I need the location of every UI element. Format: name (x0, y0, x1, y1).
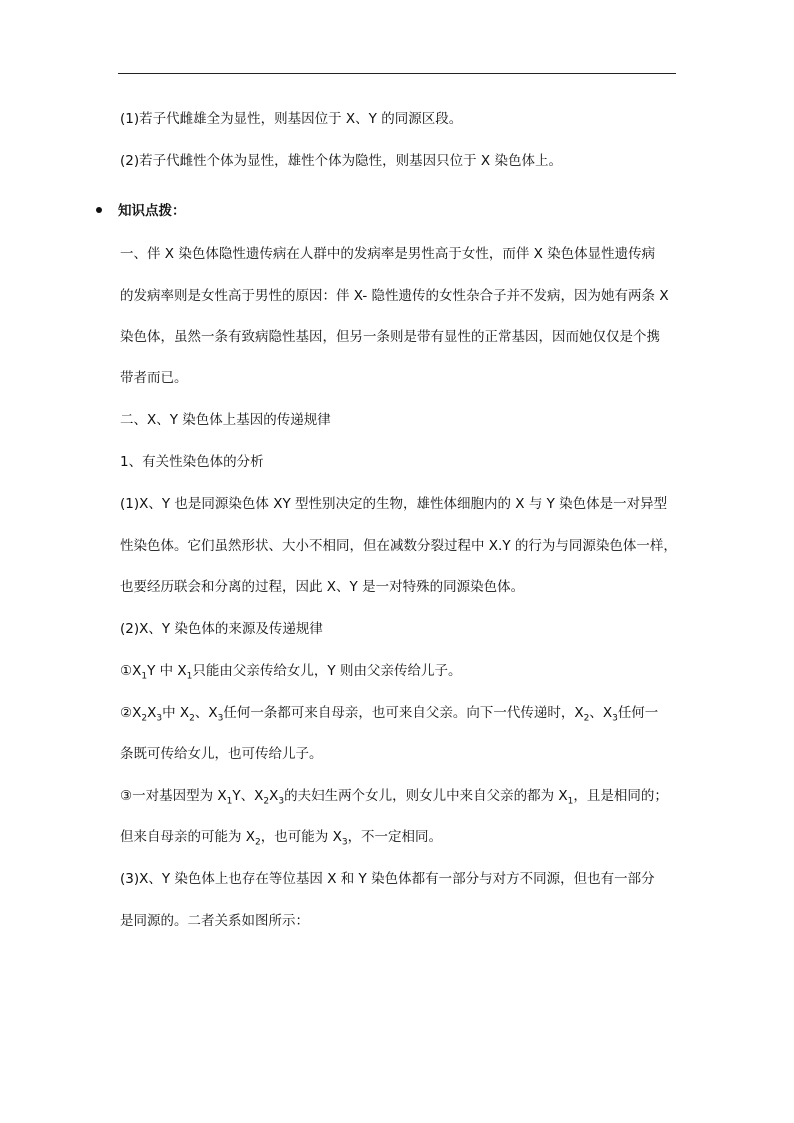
subheading: 二、X、Y 染色体上基因的传递规律 (120, 412, 331, 428)
header-rule (118, 73, 676, 74)
paragraph-line: 条既可传给女儿，也可传给儿子。 (120, 746, 323, 762)
list-item-2: $②X_2X_3$中 $X_2$、$X_3$任何一条都可来自母亲，也可来自父亲。向下一代传递时，$X_2$、$X_3$任何一 (120, 705, 659, 724)
paragraph-line: 染色体，虽然一条有致病隐性基因，但另一条则是带有显性的正常基因，因而她仅仅是个携 (120, 329, 660, 345)
paragraph-line: 性染色体。它们虽然形状、大小不相同，但在减数分裂过程中 X.Y 的行为与同源染色体一样， (120, 538, 677, 554)
paragraph-line: 带者而已。 (120, 370, 188, 386)
section-heading (96, 201, 186, 221)
paragraph-line: 一、伴 X 染色体隐性遗传病在人群中的发病率是男性高于女性，而伴 X 染色体显性遗传病 (120, 246, 656, 262)
paragraph-line: 的发病率则是女性高于男性的原因：伴 X- 隐性遗传的女性杂合子并不发病，因为她有两条 X (120, 288, 669, 304)
subheading: (2)X、Y 染色体的来源及传递规律 (120, 621, 323, 637)
list-item-3: ③一对基因型为 $X_1Y$、$X_2X_3$的夫妇生两个女儿，则女儿中来自父亲的都为 $X_1$，且是相同的； (120, 788, 668, 807)
paragraph-line: 也要经历联会和分离的过程，因此 X、Y 是一对特殊的同源染色体。 (120, 579, 525, 595)
paragraph-line: (1)若子代雌雄全为显性，则基因位于 X、Y 的同源区段。 (120, 111, 463, 127)
subheading: 1、有关性染色体的分析 (120, 454, 264, 470)
paragraph-line: (2)若子代雌性个体为显性，雄性个体为隐性，则基因只位于 X 染色体上。 (120, 153, 562, 169)
list-item-1: $①X_1Y$ 中 $X_1$只能由父亲传给女儿，Y 则由父亲传给儿子。 (120, 663, 462, 682)
heading-text: 知识点拨： (118, 203, 186, 219)
paragraph-line: 是同源的。二者关系如图所示： (120, 913, 309, 929)
paragraph-line: (1)X、Y 也是同源染色体 XY 型性别决定的生物，雄性体细胞内的 X 与 Y 染色体是一对异型 (120, 496, 668, 512)
paragraph-line: (3)X、Y 染色体上也存在等位基因 X 和 Y 染色体都有一部分与对方不同源，但也有一部分 (120, 871, 655, 887)
bullet-icon (96, 207, 102, 213)
paragraph-line: 但来自母亲的可能为 $X_2$，也可能为 $X_3$，不一定相同。 (120, 829, 443, 848)
